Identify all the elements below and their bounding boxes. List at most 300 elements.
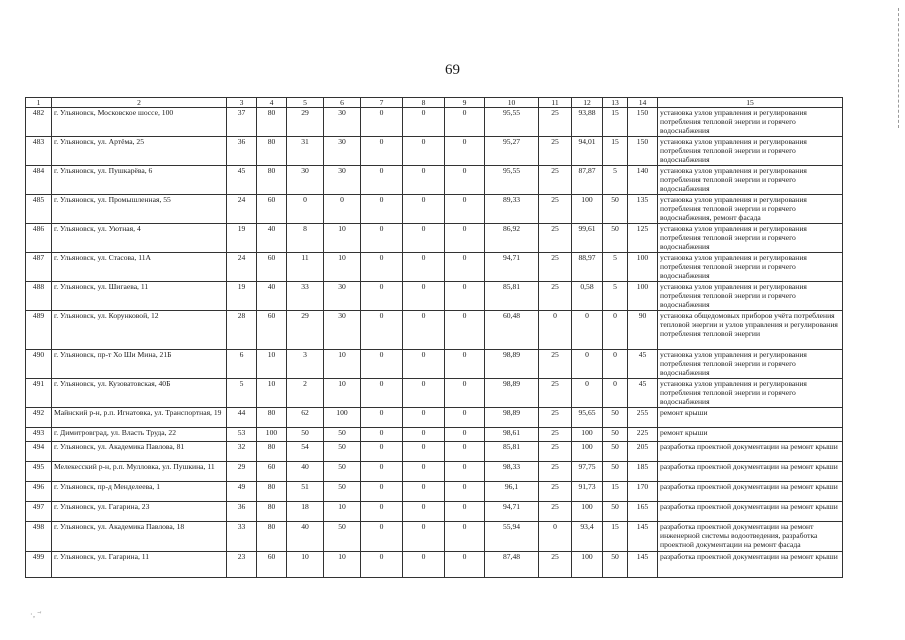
value-col-8-cell: 0 <box>403 462 445 482</box>
value-col-9-cell: 0 <box>445 311 485 350</box>
row-number-cell: 488 <box>26 282 52 311</box>
score-total-cell: 45 <box>628 350 658 379</box>
work-type-cell: установка узлов управления и регулирования потребления тепловой энергии и горячего водоснабжения <box>658 224 843 253</box>
repair-program-table <box>25 97 843 578</box>
address-cell: г. Ульяновск, ул. Стасова, 11А <box>52 253 227 282</box>
value-col-7-cell: 0 <box>361 253 403 282</box>
row-number-cell: 493 <box>26 428 52 442</box>
row-number-cell: 492 <box>26 408 52 428</box>
value-col-13-cell: 15 <box>603 137 628 166</box>
value-col-13-cell: 50 <box>603 195 628 224</box>
column-number-3: 3 <box>227 98 257 108</box>
value-col-4-cell: 60 <box>257 311 287 350</box>
value-col-12-cell: 100 <box>572 428 603 442</box>
value-col-11-cell: 25 <box>539 350 572 379</box>
value-col-4-cell: 80 <box>257 408 287 428</box>
value-col-13-cell: 50 <box>603 462 628 482</box>
value-col-7-cell: 0 <box>361 428 403 442</box>
address-cell: г. Ульяновск, ул. Кузоватовская, 40Б <box>52 379 227 408</box>
value-col-5-cell: 8 <box>287 224 324 253</box>
address-cell: г. Ульяновск, ул. Шигаева, 11 <box>52 282 227 311</box>
column-number-4: 4 <box>257 98 287 108</box>
work-type-cell: установка узлов управления и регулирования потребления тепловой энергии и горячего водоснабжения <box>658 350 843 379</box>
value-col-5-cell: 40 <box>287 462 324 482</box>
column-number-13: 13 <box>603 98 628 108</box>
value-col-8-cell: 0 <box>403 379 445 408</box>
value-col-12-cell: 0 <box>572 350 603 379</box>
value-col-8-cell: 0 <box>403 224 445 253</box>
value-col-7-cell: 0 <box>361 311 403 350</box>
work-type-cell: разработка проектной документации на ремонт крыши <box>658 462 843 482</box>
score-total-cell: 90 <box>628 311 658 350</box>
value-col-9-cell: 0 <box>445 282 485 311</box>
value-col-11-cell: 25 <box>539 108 572 137</box>
value-col-12-cell: 93,4 <box>572 522 603 552</box>
value-col-8-cell: 0 <box>403 428 445 442</box>
value-col-5-cell: 33 <box>287 282 324 311</box>
value-col-3-cell: 36 <box>227 137 257 166</box>
value-col-7-cell: 0 <box>361 442 403 462</box>
value-col-4-cell: 40 <box>257 282 287 311</box>
score-total-cell: 255 <box>628 408 658 428</box>
value-col-10-cell: 98,61 <box>485 428 539 442</box>
value-col-11-cell: 25 <box>539 282 572 311</box>
work-type-cell: установка узлов управления и регулирования потребления тепловой энергии и горячего водоснабжения <box>658 166 843 195</box>
row-number-cell: 497 <box>26 502 52 522</box>
value-col-5-cell: 40 <box>287 522 324 552</box>
table-row <box>26 462 843 482</box>
column-number-8: 8 <box>403 98 445 108</box>
value-col-10-cell: 60,48 <box>485 311 539 350</box>
score-total-cell: 145 <box>628 522 658 552</box>
table-row <box>26 282 843 311</box>
score-total-cell: 165 <box>628 502 658 522</box>
value-col-6-cell: 10 <box>324 502 361 522</box>
column-number-14: 14 <box>628 98 658 108</box>
value-col-5-cell: 29 <box>287 311 324 350</box>
value-col-13-cell: 5 <box>603 166 628 195</box>
table-row <box>26 428 843 442</box>
value-col-10-cell: 95,55 <box>485 166 539 195</box>
value-col-5-cell: 62 <box>287 408 324 428</box>
value-col-13-cell: 0 <box>603 350 628 379</box>
value-col-12-cell: 93,88 <box>572 108 603 137</box>
value-col-7-cell: 0 <box>361 462 403 482</box>
value-col-10-cell: 94,71 <box>485 502 539 522</box>
score-total-cell: 150 <box>628 108 658 137</box>
value-col-5-cell: 2 <box>287 379 324 408</box>
score-total-cell: 205 <box>628 442 658 462</box>
work-type-cell: установка общедомовых приборов учёта потребления тепловой энергии и узлов управления и регулирования потребления тепловой энергии <box>658 311 843 350</box>
value-col-3-cell: 28 <box>227 311 257 350</box>
table-row <box>26 224 843 253</box>
value-col-11-cell: 0 <box>539 522 572 552</box>
value-col-6-cell: 100 <box>324 408 361 428</box>
table-row <box>26 137 843 166</box>
column-number-6: 6 <box>324 98 361 108</box>
value-col-3-cell: 45 <box>227 166 257 195</box>
value-col-4-cell: 80 <box>257 137 287 166</box>
address-cell: г. Ульяновск, ул. Уютная, 4 <box>52 224 227 253</box>
score-total-cell: 185 <box>628 462 658 482</box>
row-number-cell: 487 <box>26 253 52 282</box>
value-col-9-cell: 0 <box>445 462 485 482</box>
value-col-6-cell: 10 <box>324 253 361 282</box>
value-col-9-cell: 0 <box>445 224 485 253</box>
value-col-8-cell: 0 <box>403 282 445 311</box>
value-col-12-cell: 100 <box>572 552 603 578</box>
value-col-11-cell: 25 <box>539 379 572 408</box>
value-col-12-cell: 99,61 <box>572 224 603 253</box>
address-cell: г. Ульяновск, ул. Промышленная, 55 <box>52 195 227 224</box>
value-col-6-cell: 0 <box>324 195 361 224</box>
table-row <box>26 253 843 282</box>
value-col-3-cell: 19 <box>227 224 257 253</box>
value-col-10-cell: 94,71 <box>485 253 539 282</box>
value-col-12-cell: 88,97 <box>572 253 603 282</box>
score-total-cell: 145 <box>628 552 658 578</box>
value-col-5-cell: 31 <box>287 137 324 166</box>
value-col-5-cell: 18 <box>287 502 324 522</box>
row-number-cell: 486 <box>26 224 52 253</box>
value-col-12-cell: 100 <box>572 195 603 224</box>
value-col-4-cell: 80 <box>257 166 287 195</box>
value-col-9-cell: 0 <box>445 253 485 282</box>
value-col-9-cell: 0 <box>445 428 485 442</box>
value-col-5-cell: 30 <box>287 166 324 195</box>
value-col-5-cell: 51 <box>287 482 324 502</box>
address-cell: Майнский р-н, р.п. Игнатовка, ул. Транспортная, 19 <box>52 408 227 428</box>
row-number-cell: 484 <box>26 166 52 195</box>
value-col-10-cell: 96,1 <box>485 482 539 502</box>
value-col-7-cell: 0 <box>361 166 403 195</box>
score-total-cell: 140 <box>628 166 658 195</box>
value-col-8-cell: 0 <box>403 442 445 462</box>
value-col-13-cell: 15 <box>603 522 628 552</box>
value-col-3-cell: 37 <box>227 108 257 137</box>
value-col-12-cell: 0,58 <box>572 282 603 311</box>
value-col-8-cell: 0 <box>403 253 445 282</box>
value-col-3-cell: 32 <box>227 442 257 462</box>
value-col-6-cell: 10 <box>324 552 361 578</box>
value-col-8-cell: 0 <box>403 502 445 522</box>
row-number-cell: 491 <box>26 379 52 408</box>
work-type-cell: установка узлов управления и регулирования потребления тепловой энергии и горячего водоснабжения <box>658 253 843 282</box>
column-number-15: 15 <box>658 98 843 108</box>
value-col-5-cell: 54 <box>287 442 324 462</box>
value-col-8-cell: 0 <box>403 522 445 552</box>
value-col-7-cell: 0 <box>361 195 403 224</box>
row-number-cell: 495 <box>26 462 52 482</box>
column-number-2: 2 <box>52 98 227 108</box>
value-col-7-cell: 0 <box>361 408 403 428</box>
value-col-4-cell: 40 <box>257 224 287 253</box>
table-row <box>26 482 843 502</box>
value-col-13-cell: 50 <box>603 224 628 253</box>
value-col-3-cell: 19 <box>227 282 257 311</box>
value-col-8-cell: 0 <box>403 108 445 137</box>
value-col-13-cell: 50 <box>603 502 628 522</box>
column-number-10: 10 <box>485 98 539 108</box>
value-col-6-cell: 30 <box>324 108 361 137</box>
value-col-9-cell: 0 <box>445 442 485 462</box>
address-cell: г. Ульяновск, Московское шоссе, 100 <box>52 108 227 137</box>
address-cell: г. Ульяновск, ул. Пушкарёва, 6 <box>52 166 227 195</box>
address-cell: г. Ульяновск, ул. Артёма, 25 <box>52 137 227 166</box>
address-cell: г. Ульяновск, ул. Академика Павлова, 81 <box>52 442 227 462</box>
value-col-12-cell: 91,73 <box>572 482 603 502</box>
column-number-1: 1 <box>26 98 52 108</box>
value-col-6-cell: 50 <box>324 482 361 502</box>
value-col-7-cell: 0 <box>361 502 403 522</box>
value-col-8-cell: 0 <box>403 552 445 578</box>
table-row <box>26 166 843 195</box>
row-number-cell: 483 <box>26 137 52 166</box>
value-col-10-cell: 98,33 <box>485 462 539 482</box>
table-row <box>26 311 843 350</box>
value-col-7-cell: 0 <box>361 137 403 166</box>
value-col-8-cell: 0 <box>403 195 445 224</box>
address-cell: г. Ульяновск, пр-д Менделеева, 1 <box>52 482 227 502</box>
scan-artifact: ·‚ ˉ' <box>30 610 42 619</box>
value-col-6-cell: 10 <box>324 350 361 379</box>
value-col-4-cell: 80 <box>257 442 287 462</box>
work-type-cell: ремонт крыши <box>658 408 843 428</box>
value-col-3-cell: 29 <box>227 462 257 482</box>
value-col-4-cell: 100 <box>257 428 287 442</box>
score-total-cell: 45 <box>628 379 658 408</box>
table-row <box>26 502 843 522</box>
value-col-3-cell: 36 <box>227 502 257 522</box>
column-number-11: 11 <box>539 98 572 108</box>
value-col-3-cell: 33 <box>227 522 257 552</box>
value-col-7-cell: 0 <box>361 108 403 137</box>
value-col-8-cell: 0 <box>403 482 445 502</box>
value-col-8-cell: 0 <box>403 137 445 166</box>
row-number-cell: 496 <box>26 482 52 502</box>
row-number-cell: 482 <box>26 108 52 137</box>
value-col-11-cell: 25 <box>539 482 572 502</box>
value-col-6-cell: 30 <box>324 137 361 166</box>
value-col-13-cell: 50 <box>603 408 628 428</box>
value-col-12-cell: 100 <box>572 442 603 462</box>
table-row <box>26 552 843 578</box>
row-number-cell: 490 <box>26 350 52 379</box>
value-col-11-cell: 25 <box>539 224 572 253</box>
value-col-3-cell: 49 <box>227 482 257 502</box>
score-total-cell: 100 <box>628 253 658 282</box>
column-number-12: 12 <box>572 98 603 108</box>
value-col-4-cell: 10 <box>257 350 287 379</box>
value-col-10-cell: 98,89 <box>485 350 539 379</box>
value-col-11-cell: 25 <box>539 442 572 462</box>
value-col-7-cell: 0 <box>361 379 403 408</box>
value-col-3-cell: 6 <box>227 350 257 379</box>
address-cell: г. Ульяновск, ул. Академика Павлова, 18 <box>52 522 227 552</box>
table-row <box>26 379 843 408</box>
address-cell: г. Ульяновск, ул. Гагарина, 11 <box>52 552 227 578</box>
value-col-5-cell: 11 <box>287 253 324 282</box>
value-col-6-cell: 10 <box>324 379 361 408</box>
value-col-8-cell: 0 <box>403 408 445 428</box>
value-col-5-cell: 50 <box>287 428 324 442</box>
value-col-13-cell: 0 <box>603 311 628 350</box>
value-col-6-cell: 50 <box>324 522 361 552</box>
work-type-cell: установка узлов управления и регулирования потребления тепловой энергии и горячего водоснабжения <box>658 282 843 311</box>
value-col-9-cell: 0 <box>445 137 485 166</box>
value-col-13-cell: 5 <box>603 282 628 311</box>
value-col-11-cell: 25 <box>539 137 572 166</box>
value-col-11-cell: 25 <box>539 428 572 442</box>
value-col-9-cell: 0 <box>445 482 485 502</box>
value-col-13-cell: 15 <box>603 482 628 502</box>
value-col-6-cell: 50 <box>324 462 361 482</box>
value-col-10-cell: 98,89 <box>485 379 539 408</box>
value-col-9-cell: 0 <box>445 522 485 552</box>
value-col-9-cell: 0 <box>445 195 485 224</box>
value-col-13-cell: 5 <box>603 253 628 282</box>
value-col-12-cell: 100 <box>572 502 603 522</box>
score-total-cell: 100 <box>628 282 658 311</box>
value-col-13-cell: 50 <box>603 552 628 578</box>
value-col-10-cell: 89,33 <box>485 195 539 224</box>
value-col-5-cell: 29 <box>287 108 324 137</box>
table-header-row <box>26 98 843 108</box>
value-col-6-cell: 10 <box>324 224 361 253</box>
value-col-6-cell: 50 <box>324 442 361 462</box>
value-col-10-cell: 95,55 <box>485 108 539 137</box>
value-col-7-cell: 0 <box>361 522 403 552</box>
value-col-13-cell: 50 <box>603 428 628 442</box>
row-number-cell: 499 <box>26 552 52 578</box>
score-total-cell: 150 <box>628 137 658 166</box>
value-col-11-cell: 25 <box>539 195 572 224</box>
value-col-9-cell: 0 <box>445 350 485 379</box>
value-col-3-cell: 5 <box>227 379 257 408</box>
work-type-cell: ремонт крыши <box>658 428 843 442</box>
value-col-11-cell: 25 <box>539 166 572 195</box>
column-number-5: 5 <box>287 98 324 108</box>
value-col-6-cell: 30 <box>324 282 361 311</box>
value-col-4-cell: 10 <box>257 379 287 408</box>
work-type-cell: разработка проектной документации на ремонт инженерной системы водоотведения, разработка проектной документации на ремонт фасада <box>658 522 843 552</box>
value-col-10-cell: 85,81 <box>485 442 539 462</box>
work-type-cell: разработка проектной документации на ремонт крыши <box>658 482 843 502</box>
value-col-3-cell: 24 <box>227 195 257 224</box>
work-type-cell: установка узлов управления и регулирования потребления тепловой энергии и горячего водоснабжения <box>658 108 843 137</box>
work-type-cell: установка узлов управления и регулирования потребления тепловой энергии и горячего водоснабжения <box>658 137 843 166</box>
value-col-4-cell: 80 <box>257 482 287 502</box>
value-col-7-cell: 0 <box>361 282 403 311</box>
value-col-13-cell: 0 <box>603 379 628 408</box>
value-col-8-cell: 0 <box>403 350 445 379</box>
value-col-3-cell: 44 <box>227 408 257 428</box>
value-col-9-cell: 0 <box>445 408 485 428</box>
value-col-5-cell: 3 <box>287 350 324 379</box>
value-col-9-cell: 0 <box>445 502 485 522</box>
address-cell: г. Ульяновск, пр-т Хо Ши Мина, 21Б <box>52 350 227 379</box>
score-total-cell: 170 <box>628 482 658 502</box>
value-col-11-cell: 25 <box>539 502 572 522</box>
row-number-cell: 489 <box>26 311 52 350</box>
address-cell: г. Димитровград, ул. Власть Труда, 22 <box>52 428 227 442</box>
column-number-9: 9 <box>445 98 485 108</box>
value-col-6-cell: 30 <box>324 166 361 195</box>
value-col-9-cell: 0 <box>445 166 485 195</box>
table-row <box>26 350 843 379</box>
table-row <box>26 522 843 552</box>
value-col-8-cell: 0 <box>403 166 445 195</box>
value-col-4-cell: 80 <box>257 522 287 552</box>
value-col-4-cell: 60 <box>257 253 287 282</box>
address-cell: г. Ульяновск, ул. Гагарина, 23 <box>52 502 227 522</box>
work-type-cell: разработка проектной документации на ремонт крыши <box>658 442 843 462</box>
score-total-cell: 135 <box>628 195 658 224</box>
table-row <box>26 195 843 224</box>
value-col-6-cell: 30 <box>324 311 361 350</box>
value-col-12-cell: 0 <box>572 379 603 408</box>
value-col-10-cell: 55,94 <box>485 522 539 552</box>
row-number-cell: 498 <box>26 522 52 552</box>
address-cell: г. Ульяновск, ул. Корунковой, 12 <box>52 311 227 350</box>
value-col-4-cell: 80 <box>257 108 287 137</box>
value-col-8-cell: 0 <box>403 311 445 350</box>
value-col-13-cell: 50 <box>603 442 628 462</box>
value-col-6-cell: 50 <box>324 428 361 442</box>
value-col-11-cell: 25 <box>539 408 572 428</box>
value-col-11-cell: 25 <box>539 462 572 482</box>
score-total-cell: 125 <box>628 224 658 253</box>
value-col-13-cell: 15 <box>603 108 628 137</box>
value-col-12-cell: 87,87 <box>572 166 603 195</box>
value-col-12-cell: 97,75 <box>572 462 603 482</box>
table-row <box>26 408 843 428</box>
value-col-4-cell: 60 <box>257 552 287 578</box>
value-col-3-cell: 53 <box>227 428 257 442</box>
value-col-5-cell: 0 <box>287 195 324 224</box>
column-number-7: 7 <box>361 98 403 108</box>
value-col-7-cell: 0 <box>361 482 403 502</box>
value-col-10-cell: 86,92 <box>485 224 539 253</box>
value-col-5-cell: 10 <box>287 552 324 578</box>
score-total-cell: 225 <box>628 428 658 442</box>
work-type-cell: установка узлов управления и регулирования потребления тепловой энергии и горячего водоснабжения, ремонт фасада <box>658 195 843 224</box>
value-col-11-cell: 25 <box>539 253 572 282</box>
value-col-12-cell: 0 <box>572 311 603 350</box>
value-col-10-cell: 85,81 <box>485 282 539 311</box>
value-col-7-cell: 0 <box>361 552 403 578</box>
value-col-10-cell: 98,89 <box>485 408 539 428</box>
value-col-10-cell: 87,48 <box>485 552 539 578</box>
value-col-10-cell: 95,27 <box>485 137 539 166</box>
value-col-9-cell: 0 <box>445 379 485 408</box>
value-col-4-cell: 80 <box>257 502 287 522</box>
page-number: 69 <box>445 62 460 78</box>
value-col-7-cell: 0 <box>361 350 403 379</box>
table-row <box>26 442 843 462</box>
row-number-cell: 494 <box>26 442 52 462</box>
work-type-cell: разработка проектной документации на ремонт крыши <box>658 502 843 522</box>
value-col-12-cell: 95,65 <box>572 408 603 428</box>
address-cell: Мелекесский р-н, р.п. Мулловка, ул. Пушкина, 11 <box>52 462 227 482</box>
value-col-9-cell: 0 <box>445 108 485 137</box>
value-col-4-cell: 60 <box>257 462 287 482</box>
value-col-7-cell: 0 <box>361 224 403 253</box>
work-type-cell: установка узлов управления и регулирования потребления тепловой энергии и горячего водоснабжения <box>658 379 843 408</box>
value-col-11-cell: 0 <box>539 311 572 350</box>
value-col-4-cell: 60 <box>257 195 287 224</box>
value-col-3-cell: 23 <box>227 552 257 578</box>
